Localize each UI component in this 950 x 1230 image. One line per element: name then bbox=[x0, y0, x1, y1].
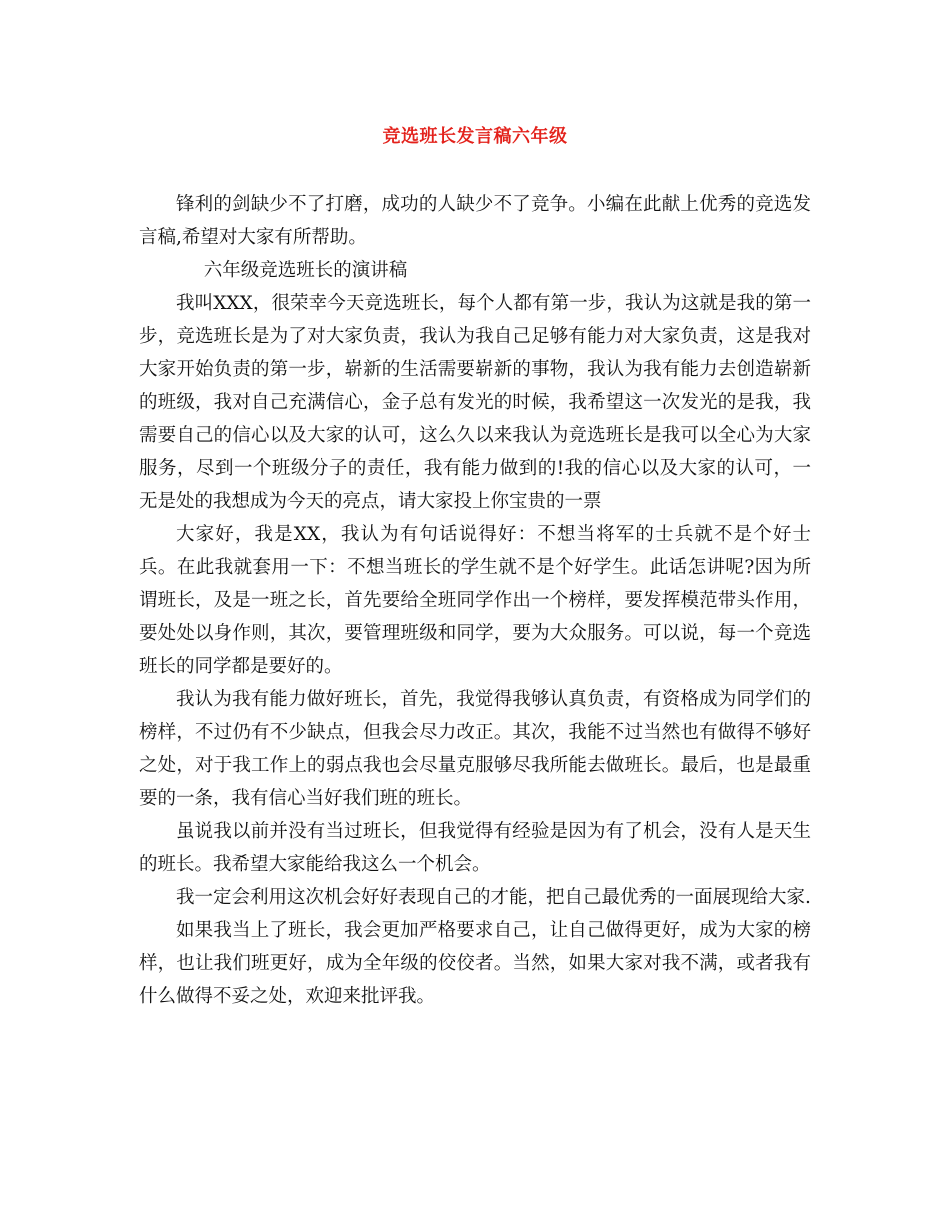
document-body bbox=[139, 188, 811, 1013]
body-paragraph: 虽说我以前并没有当过班长，但我觉得有经验是因为有了机会，没有人是天生的班长。我希望大家能给我这么一个机会。 bbox=[139, 821, 811, 875]
body-paragraph: 我叫XXX，很荣幸今天竞选班长，每个人都有第一步，我认为这就是我的第一步，竞选班长是为了对大家负责，我认为我自己足够有能力对大家负责，这是我对大家开始负责的第一步，崭新的生活需要崭新的事物，我认为我有能力去创造崭新的班级，我对自己充满信心，金子总有发光的时候，我希望这一次发光的是我，我需要自己的信心以及大家的认可，这么久以来我认为竞选班长是我可以全心为大家服务，尽到一个班级分子的责任，我有能力做到的!我的信心以及大家的认可，一无是处的我想成为今天的亮点，请大家投上你宝贵的一票 bbox=[139, 293, 811, 512]
intro-paragraph: 锋利的剑缺少不了打磨，成功的人缺少不了竞争。小编在此献上优秀的竞选发言稿,希望对大家有所帮助。 bbox=[139, 194, 811, 248]
document-title: 竞选班长发言稿六年级 bbox=[382, 126, 568, 147]
body-paragraph: 我认为我有能力做好班长，首先，我觉得我够认真负责，有资格成为同学们的榜样，不过仍有不少缺点，但我会尽力改正。其次，我能不过当然也有做得不够好之处，对于我工作上的弱点我也会尽量克服够尽我所能去做班长。最后，也是最重要的一条，我有信心当好我们班的班长。 bbox=[139, 689, 811, 809]
body-paragraph: 大家好，我是XX，我认为有句话说得好：不想当将军的士兵就不是个好士兵。在此我就套用一下：不想当班长的学生就不是个好学生。此话怎讲呢?因为所谓班长，及是一班之长，首先要给全班同学作出一个榜样，要发挥模范带头作用，要处处以身作则，其次，要管理班级和同学，要为大众服务。可以说，每一个竞选班长的同学都是要好的。 bbox=[139, 524, 811, 677]
body-paragraph: 如果我当上了班长，我会更加严格要求自己，让自己做得更好，成为大家的榜样，也让我们班更好，成为全年级的佼佼者。当然，如果大家对我不满，或者我有什么做得不妥之处，欢迎来批评我。 bbox=[139, 920, 811, 1007]
body-paragraph: 我一定会利用这次机会好好表现自己的才能，把自己最优秀的一面展现给大家. bbox=[176, 887, 811, 908]
section-heading: 六年级竞选班长的演讲稿 bbox=[203, 260, 408, 281]
